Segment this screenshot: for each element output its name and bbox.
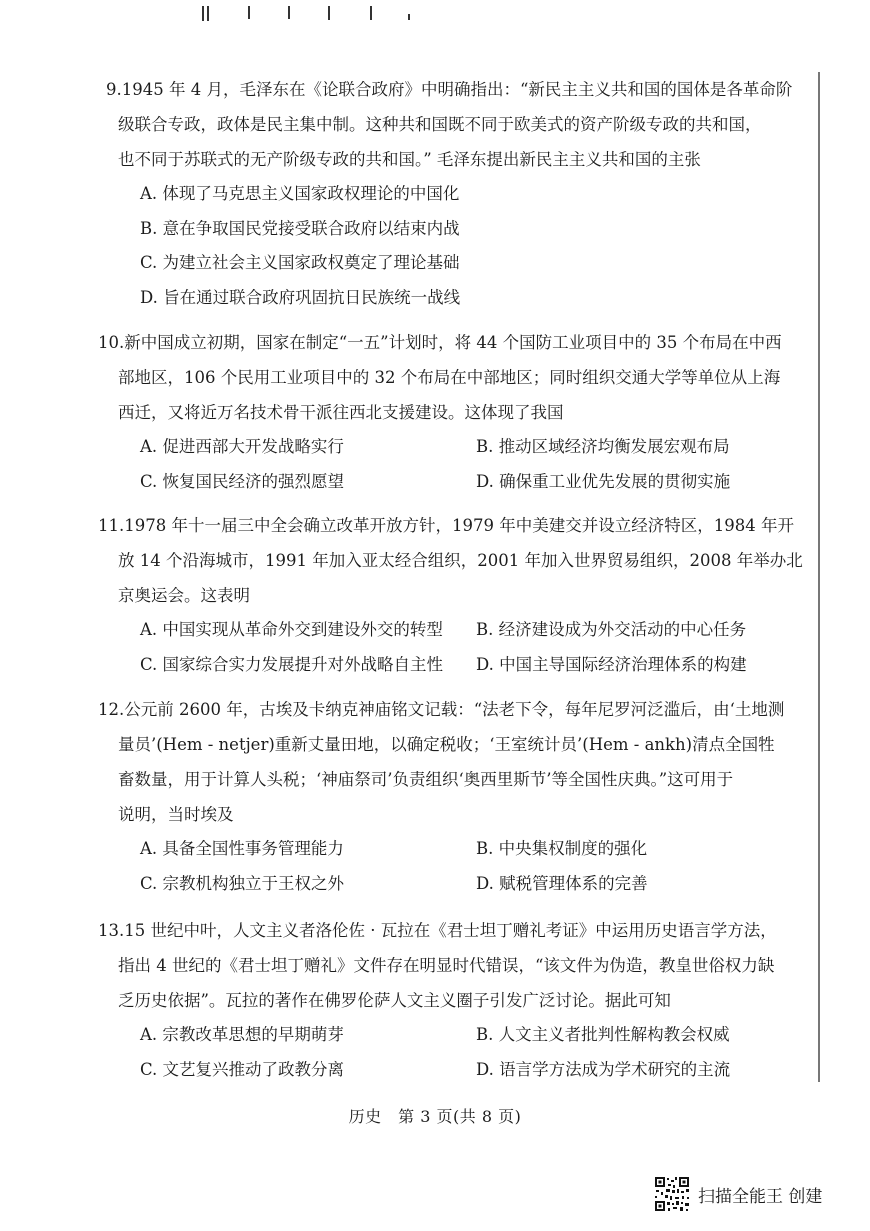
option-c: C. 为建立社会主义国家政权奠定了理论基础 — [140, 253, 460, 272]
option-c: C. 宗教机构独立于王权之外 — [140, 873, 345, 893]
question-stem-line: 西迁，又将近万名技术骨干派往西北支援建设。这体现了我国 — [118, 403, 564, 422]
question-stem-line: 10.新中国成立初期，国家在制定“一五”计划时，将 44 个国防工业项目中的 35 个布局在中西 — [98, 333, 782, 352]
answer-options — [140, 832, 808, 901]
option-b: B. 中央集权制度的强化 — [476, 839, 648, 858]
option-c: C. 国家综合实力发展提升对外战略自主性 — [140, 654, 444, 674]
answer-options — [140, 613, 808, 682]
scanner-watermark — [654, 1176, 822, 1212]
right-margin-rule — [818, 72, 820, 1082]
page-footer: 历史 第 3 页(共 8 页) — [348, 1107, 522, 1126]
option-b: B. 人文主义者批判性解构教会权威 — [476, 1025, 730, 1044]
question-stem-line: 量员’(Hem - netjer)重新丈量田地，以确定税收；‘王室统计员’(Hem - ankh)清点全国牲 — [118, 735, 775, 754]
edge-mark — [328, 6, 330, 20]
question-stem-line: 京奥运会。这表明 — [118, 586, 250, 605]
answer-options — [140, 1018, 808, 1087]
option-d: D. 确保重工业优先发展的贯彻实施 — [476, 471, 731, 491]
qr-code-icon — [654, 1176, 690, 1212]
option-d: D. 赋税管理体系的完善 — [476, 873, 648, 893]
question-stem-line: 12.公元前 2600 年，古埃及卡纳克神庙铭文记载：“法老下令，每年尼罗河泛滥后，由‘土地测 — [98, 700, 785, 719]
question-stem-line: 13.15 世纪中叶，人文主义者洛伦佐 · 瓦拉在《君士坦丁赠礼考证》中运用历史语言学方法， — [98, 921, 777, 940]
top-edge-marks — [200, 6, 430, 22]
question-stem-line: 乏历史依据”。瓦拉的著作在佛罗伦萨人文主义圈子引发广泛讨论。据此可知 — [118, 991, 671, 1010]
option-c: C. 文艺复兴推动了政教分离 — [140, 1059, 345, 1079]
question-12 — [98, 692, 808, 901]
question-stem-line: 部地区，106 个民用工业项目中的 32 个布局在中部地区；同时组织交通大学等单位从上海 — [118, 368, 781, 387]
option-d: D. 中国主导国际经济治理体系的构建 — [476, 654, 747, 674]
question-11 — [98, 508, 808, 682]
question-stem-line: 畜数量，用于计算人头税；‘神庙祭司’负责组织‘奥西里斯节’等全国性庆典。”这可用于 — [118, 770, 734, 789]
question-stem-line: 级联合专政，政体是民主集中制。这种共和国既不同于欧美式的资产阶级专政的共和国， — [118, 115, 762, 134]
question-13 — [98, 913, 808, 1087]
question-stem-line: 指出 4 世纪的《君士坦丁赠礼》文件存在明显时代错误，“该文件为伪造，教皇世俗权力缺 — [118, 956, 775, 975]
option-a: A. 中国实现从革命外交到建设外交的转型 — [140, 620, 443, 639]
question-stem-line: 9.1945 年 4 月，毛泽东在《论联合政府》中明确指出：“新民主主义共和国的国体是各革命阶 — [106, 80, 793, 99]
edge-mark — [408, 14, 410, 20]
watermark-text: 扫描全能王 创建 — [698, 1186, 823, 1207]
edge-mark — [248, 6, 250, 19]
option-b: B. 经济建设成为外交活动的中心任务 — [476, 620, 747, 639]
option-b: B. 意在争取国民党接受联合政府以结束内战 — [140, 218, 460, 238]
option-a: A. 具备全国性事务管理能力 — [140, 839, 344, 858]
option-a: A. 宗教改革思想的早期萌芽 — [140, 1025, 344, 1044]
edge-mark — [288, 6, 290, 19]
edge-mark — [370, 6, 372, 20]
question-stem-line: 也不同于苏联式的无产阶级专政的共和国。” 毛泽东提出新民主主义共和国的主张 — [118, 150, 701, 169]
question-stem-line: 说明，当时埃及 — [118, 805, 234, 824]
option-b: B. 推动区域经济均衡发展宏观布局 — [476, 437, 730, 456]
answer-options — [140, 430, 808, 499]
option-c: C. 恢复国民经济的强烈愿望 — [140, 471, 345, 491]
option-d: D. 语言学方法成为学术研究的主流 — [476, 1059, 731, 1079]
edge-mark — [202, 6, 204, 21]
answer-options — [140, 177, 808, 315]
question-stem-line: 放 14 个沿海城市，1991 年加入亚太经合组织，2001 年加入世界贸易组织，2008 年举办北 — [118, 551, 803, 570]
question-10 — [98, 325, 808, 499]
option-d: D. 旨在通过联合政府巩固抗日民族统一战线 — [140, 287, 461, 307]
question-9 — [106, 72, 808, 315]
question-stem-line: 11.1978 年十一届三中全会确立改革开放方针，1979 年中美建交并设立经济特区，1984 年开 — [98, 516, 794, 535]
option-a: A. 促进西部大开发战略实行 — [140, 437, 344, 456]
option-a: A. 体现了马克思主义国家政权理论的中国化 — [140, 184, 460, 203]
edge-mark — [207, 6, 209, 21]
